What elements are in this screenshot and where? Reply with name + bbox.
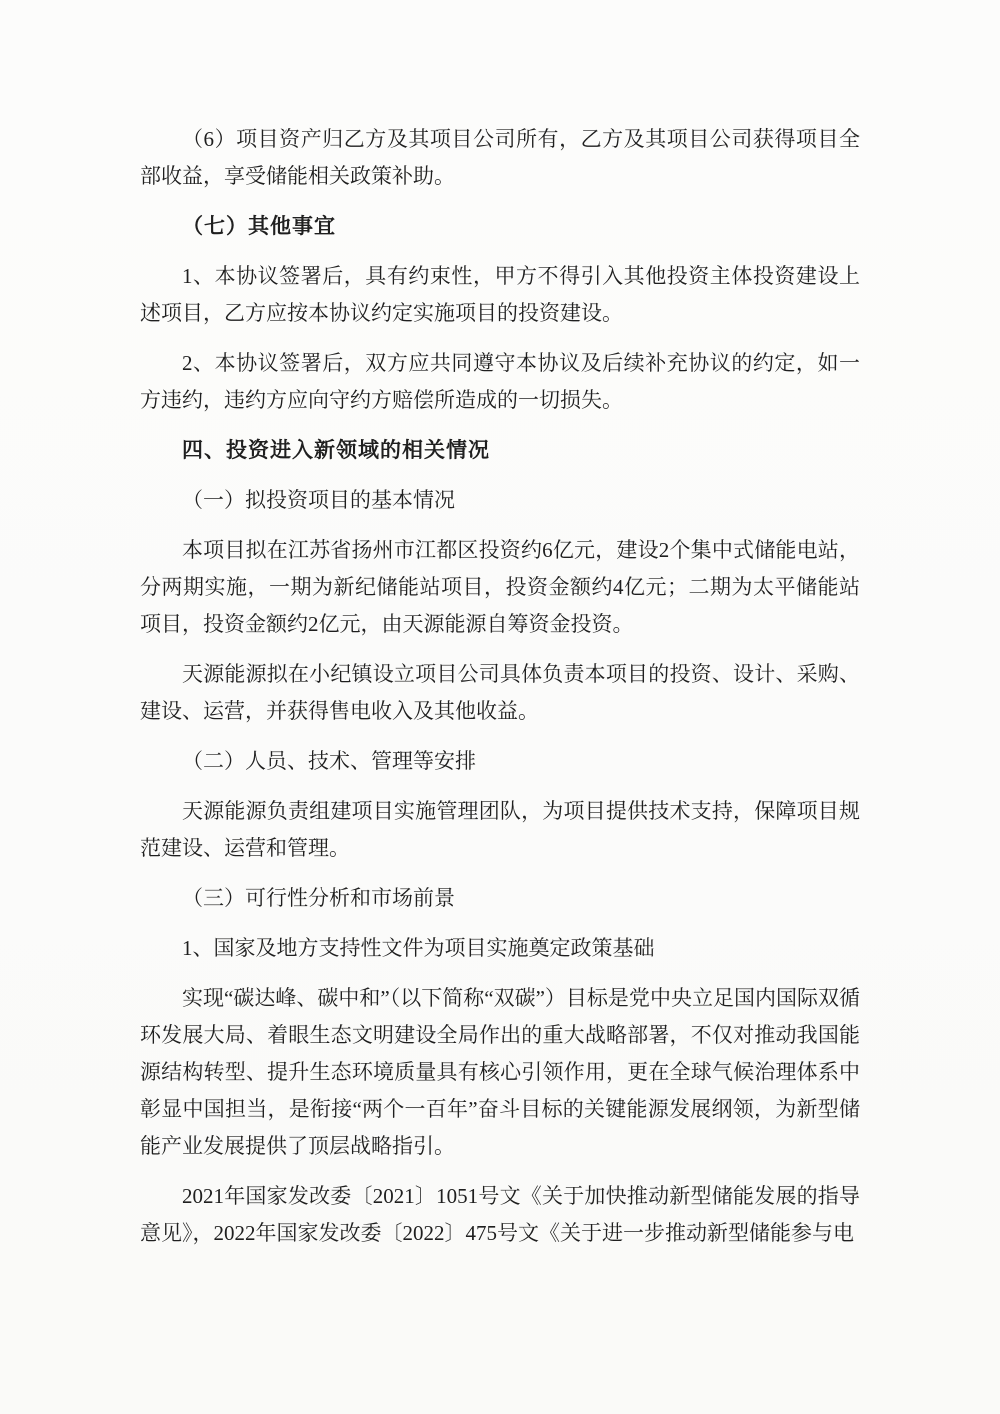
body-paragraph: （三）可行性分析和市场前景 [182,886,455,910]
body-paragraph: 本项目拟在江苏省扬州市江都区投资约6亿元，建设2个集中式储能电站，分两期实施，一期为新纪储能站项目，投资金额约4亿元；二期为太平储能站项目，投资金额约2亿元，由天源能源自筹资金投资。 [140,538,860,636]
body-paragraph: 1、国家及地方支持性文件为项目实施奠定政策基础 [182,936,655,960]
body-paragraph: （6）项目资产归乙方及其项目公司所有，乙方及其项目公司获得项目全部收益，享受储能相关政策补助。 [140,127,860,188]
section-heading: 四、投资进入新领域的相关情况 [182,439,490,462]
section-heading: （七）其他事宜 [182,215,336,238]
body-paragraph: 天源能源拟在小纪镇设立项目公司具体负责本项目的投资、设计、采购、建设、运营，并获得售电收入及其他收益。 [140,662,860,723]
body-paragraph: 2、本协议签署后，双方应共同遵守本协议及后续补充协议的约定，如一方违约，违约方应向守约方赔偿所造成的一切损失。 [140,351,860,412]
document-content [140,121,860,1252]
body-paragraph: 天源能源负责组建项目实施管理团队，为项目提供技术支持，保障项目规范建设、运营和管理。 [140,799,860,860]
body-paragraph: 1、本协议签署后，具有约束性，甲方不得引入其他投资主体投资建设上述项目，乙方应按本协议约定实施项目的投资建设。 [140,264,860,325]
body-paragraph: 2021年国家发改委〔2021〕1051号文《关于加快推动新型储能发展的指导意见》，2022年国家发改委〔2022〕475号文《关于进一步推动新型储能参与电 [140,1184,860,1245]
body-paragraph: （二）人员、技术、管理等安排 [182,749,476,773]
body-paragraph: （一）拟投资项目的基本情况 [182,488,455,512]
body-paragraph: 实现“碳达峰、碳中和”（以下简称“双碳”）目标是党中央立足国内国际双循环发展大局、着眼生态文明建设全局作出的重大战略部署，不仅对推动我国能源结构转型、提升生态环境质量具有核心引领作用，更在全球气候治理体系中彰显中国担当，是衔接“两个一百年”奋斗目标的关键能源发展纲领，为新型储能产业发展提供了顶层战略指引。 [140,986,860,1158]
